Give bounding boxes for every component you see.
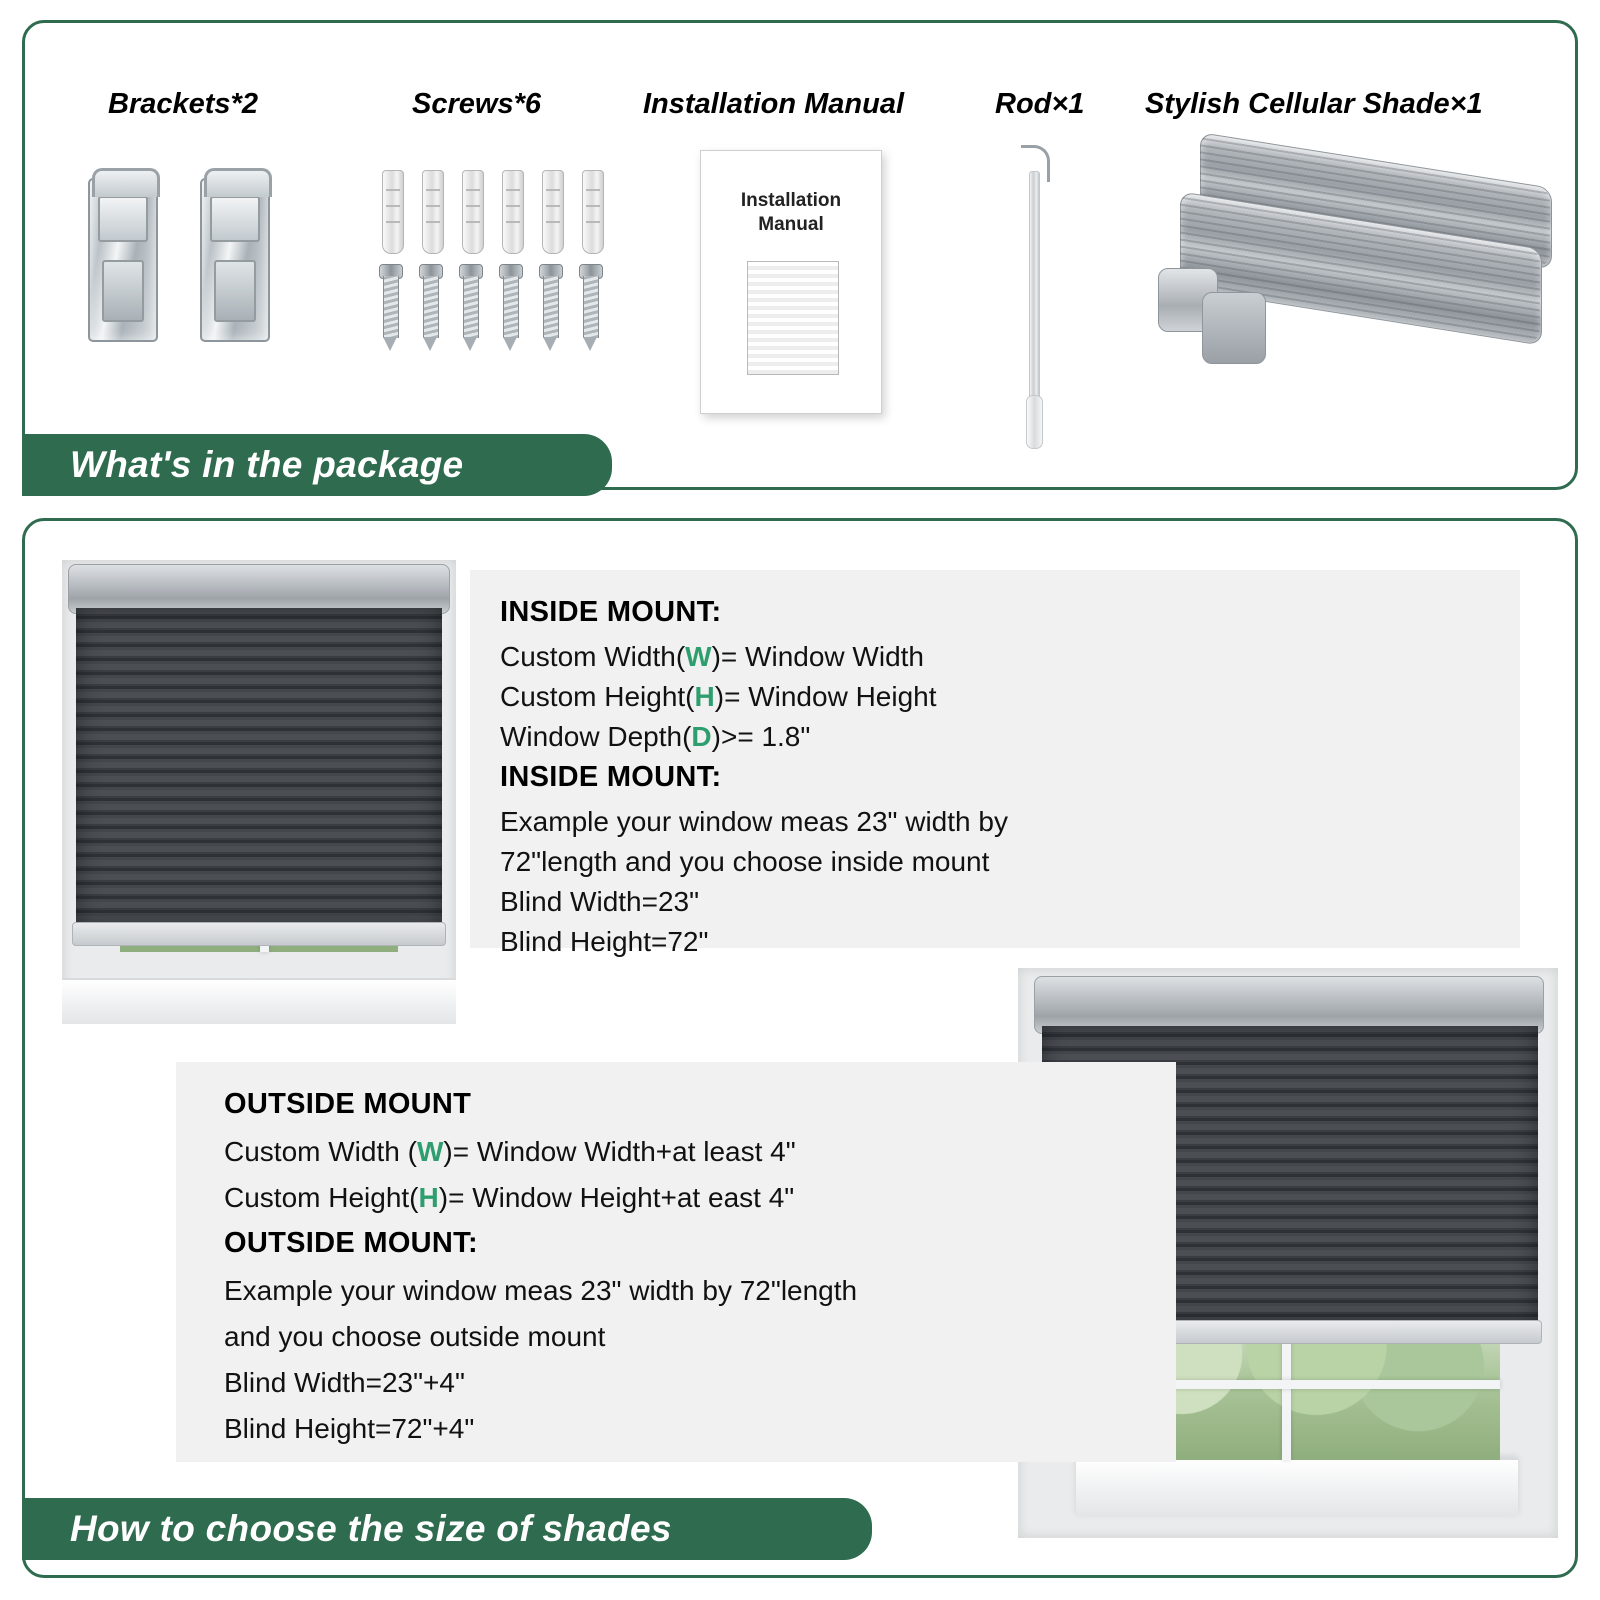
inside-mount-example-title: INSIDE MOUNT: (500, 761, 722, 793)
outside-mount-example-2: and you choose outside mount (224, 1321, 606, 1352)
bracket-icon (82, 168, 282, 338)
inside-formula-2-pre: Custom Height( (500, 681, 695, 712)
outside-mount-example-title: OUTSIDE MOUNT: (224, 1227, 478, 1259)
size-ribbon-label: How to choose the size of shades (22, 1498, 872, 1560)
cellular-shade-icon (1140, 150, 1560, 420)
inside-formula-3-post: )>= 1.8" (711, 721, 811, 752)
inside-formula-1-post: )= Window Width (711, 641, 924, 672)
package-item-label-shade: Stylish Cellular Shade×1 (1145, 88, 1483, 120)
outside-formula-2-post: )= Window Height+at east 4" (438, 1182, 795, 1213)
package-item-label-brackets: Brackets*2 (108, 88, 258, 120)
outside-mount-formula-1 (224, 1129, 1176, 1175)
outside-formula-2-pre: Custom Height( (224, 1182, 419, 1213)
inside-mount-example-1: Example your window meas 23" width by (500, 806, 1008, 837)
inside-formula-3-hl: D (691, 721, 712, 752)
outside-mount-textbox (176, 1062, 1176, 1462)
inside-mount-example-2: 72"length and you choose inside mount (500, 846, 990, 877)
outside-formula-1-post: )= Window Width+at least 4" (443, 1136, 796, 1167)
inside-formula-1-pre: Custom Width( (500, 641, 686, 672)
inside-mount-example-3: Blind Width=23" (500, 886, 700, 917)
package-ribbon-label: What's in the package (22, 434, 612, 496)
manual-cover-title (701, 189, 881, 237)
rod-icon (1015, 145, 1065, 455)
inside-formula-2-post: )= Window Height (714, 681, 937, 712)
screw-icon (378, 160, 608, 360)
inside-mount-example-4: Blind Height=72" (500, 926, 709, 957)
inside-mount-formula-2 (500, 677, 1520, 717)
outside-formula-1-pre: Custom Width ( (224, 1136, 417, 1167)
inside-mount-formula-1 (500, 637, 1520, 677)
inside-formula-2-hl: H (694, 681, 715, 712)
outside-formula-2-hl: H (418, 1182, 439, 1213)
outside-formula-1-hl: W (416, 1136, 444, 1167)
manual-cover-illustration (747, 261, 839, 375)
inside-mount-title: INSIDE MOUNT: (500, 596, 722, 628)
package-item-label-rod: Rod×1 (995, 88, 1085, 120)
inside-formula-3-pre: Window Depth( (500, 721, 692, 752)
manual-cover-title-line2: Manual (758, 214, 824, 235)
manual-cover-title-line1: Installation (740, 190, 842, 211)
package-item-label-screws: Screws*6 (412, 88, 541, 120)
outside-mount-formula-2 (224, 1175, 1176, 1221)
inside-mount-formula-3 (500, 717, 1520, 757)
inside-mount-textbox (470, 570, 1520, 957)
outside-mount-title: OUTSIDE MOUNT (224, 1088, 472, 1120)
inside-formula-1-hl: W (685, 641, 712, 672)
outside-mount-example-4: Blind Height=72"+4" (224, 1413, 475, 1444)
outside-mount-example-3: Blind Width=23"+4" (224, 1367, 465, 1398)
manual-icon (700, 150, 882, 414)
inside-mount-window-photo (48, 546, 470, 1038)
outside-mount-example-1: Example your window meas 23" width by 72"length (224, 1275, 858, 1306)
package-item-label-manual: Installation Manual (643, 88, 905, 120)
